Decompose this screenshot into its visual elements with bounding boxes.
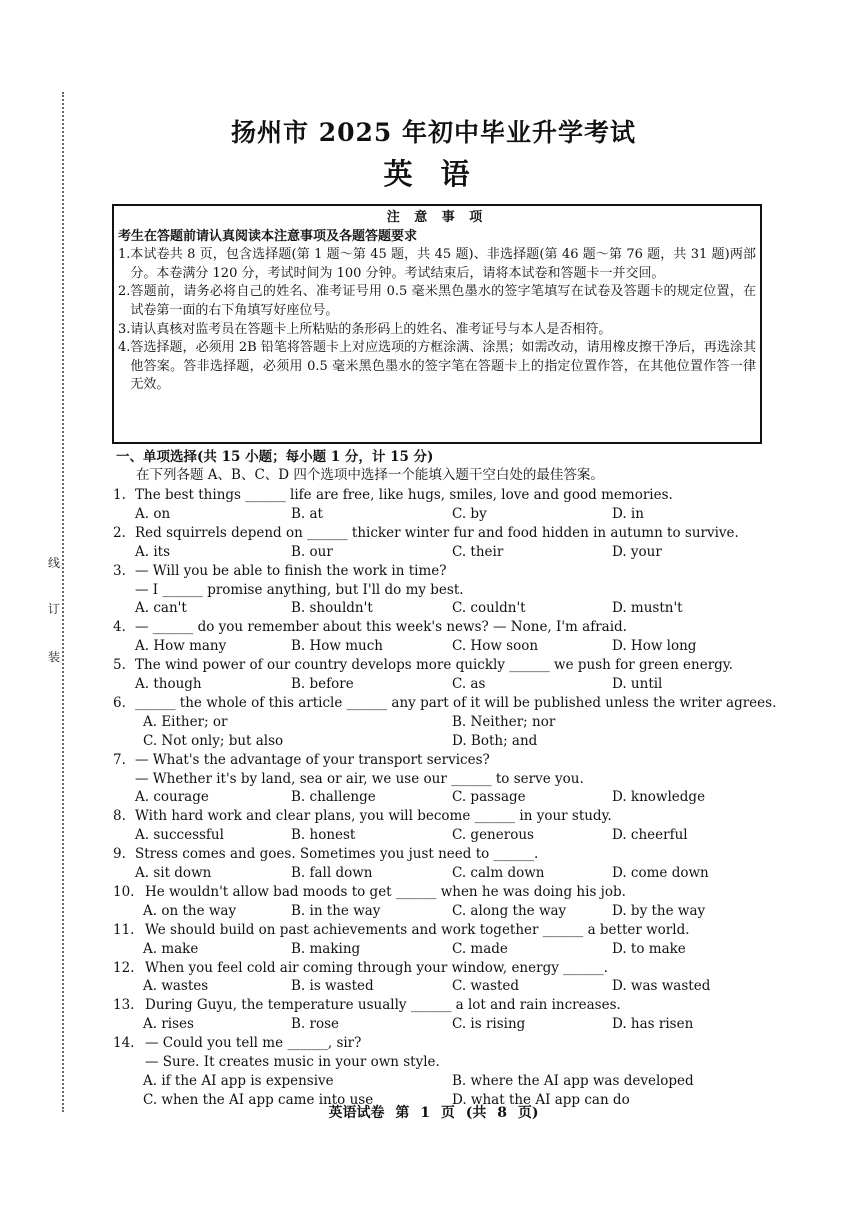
notice-item-text: 本试卷共 8 页，包含选择题(第 1 题～第 45 题，共 45 题)、非选择题(第 46 题～第 76 题，共 31 题)两部分。本卷满分 120 分，考试时间为 100 分钟。考试结束后，请将本试卷和答题卡一并交回。 <box>130 247 756 281</box>
answer-option: A. How many <box>135 638 227 655</box>
question-number: 6. <box>113 694 126 711</box>
answer-option: B. before <box>291 676 354 692</box>
answer-option: B. How much <box>291 638 384 655</box>
answer-option: B. honest <box>291 827 356 844</box>
answer-option: A. rises <box>143 1016 194 1033</box>
notice-item <box>118 321 756 340</box>
notice-box <box>112 204 762 444</box>
binding-label-order: 订 <box>48 602 61 616</box>
answer-option: D. what the AI app can do <box>452 1091 630 1108</box>
question-stem: — Could you tell me ______, sir? <box>145 1035 362 1052</box>
answer-option: B. Neither; nor <box>452 713 556 730</box>
answer-option: D. has risen <box>612 1016 694 1033</box>
answer-option: C. along the way <box>452 902 567 919</box>
answer-option: A. its <box>135 543 171 560</box>
answer-option: A. sit down <box>135 865 212 881</box>
answer-option: B. our <box>291 543 333 560</box>
answer-option: B. fall down <box>291 865 373 881</box>
answer-option: C. is rising <box>452 1016 526 1033</box>
question-stem: — Will you be able to finish the work in time? <box>135 562 447 579</box>
notice-item <box>118 246 756 283</box>
answer-option: D. your <box>612 543 662 560</box>
answer-option: A. though <box>135 676 202 692</box>
answer-option: C. generous <box>452 827 534 844</box>
answer-option: B. rose <box>291 1016 340 1033</box>
notice-item <box>118 339 756 395</box>
answer-option: D. by the way <box>612 902 706 919</box>
page-footer: 英语试卷 第 1 页 (共 8 页) <box>328 1105 539 1121</box>
answer-option: A. wastes <box>143 978 209 995</box>
answer-option: D. How long <box>612 638 697 655</box>
answer-option: D. to make <box>612 940 686 957</box>
binding-label-line: 线 <box>48 556 61 570</box>
answer-option: C. as <box>452 676 486 692</box>
answer-option: A. on <box>135 505 171 522</box>
question-number: 2. <box>113 524 126 541</box>
question-number: 3. <box>113 562 126 579</box>
answer-option: D. cheerful <box>612 827 688 844</box>
notice-item-text: 请认真核对监考员在答题卡上所粘贴的条形码上的姓名、准考证号与本人是否相符。 <box>130 321 612 337</box>
notice-item-text: 答题前，请务必将自己的姓名、准考证号用 0.5 毫米黑色墨水的签字笔填写在试卷及答题卡的规定位置，在试卷第一面的右下角填写好座位号。 <box>130 284 756 318</box>
answer-option: B. challenge <box>291 789 376 806</box>
question-stem: — What's the advantage of your transport services? <box>135 751 490 768</box>
answer-option: D. come down <box>612 865 709 881</box>
question-number: 10. <box>113 883 135 900</box>
answer-option: D. knowledge <box>612 789 706 806</box>
question-stem: The wind power of our country develops more quickly ______ we push for green energy. <box>135 657 733 674</box>
notice-intro: 考生在答题前请认真阅读本注意事项及各题答题要求 <box>118 228 418 244</box>
answer-option: A. can't <box>135 600 187 617</box>
answer-option: C. made <box>452 940 508 957</box>
answer-option: B. where the AI app was developed <box>452 1072 694 1089</box>
answer-option: A. make <box>143 940 199 957</box>
answer-option: B. is wasted <box>291 978 374 995</box>
question-number: 13. <box>113 997 135 1014</box>
answer-option: C. wasted <box>452 978 520 995</box>
question-number: 12. <box>113 959 135 976</box>
question-stem: — I ______ promise anything, but I'll do my best. <box>135 581 464 598</box>
answer-option: C. couldn't <box>452 600 526 617</box>
answer-option: A. on the way <box>143 902 237 919</box>
answer-option: A. Either; or <box>143 713 228 730</box>
answer-option: B. at <box>291 505 323 522</box>
answer-option: D. was wasted <box>612 978 711 995</box>
section-title: 一、单项选择(共 15 小题；每小题 1 分，计 15 分) <box>116 449 434 465</box>
question-number: 5. <box>113 657 126 674</box>
question-stem: ______ the whole of this article ______ any part of it will be published unless the writer agrees. <box>135 694 777 711</box>
binding-line <box>62 92 64 1112</box>
question-stem: Red squirrels depend on ______ thicker winter fur and food hidden in autumn to survive. <box>135 524 739 541</box>
question-number: 11. <box>113 921 135 938</box>
question-stem: The best things ______ life are free, like hugs, smiles, love and good memories. <box>135 487 673 503</box>
answer-option: D. mustn't <box>612 600 683 617</box>
exam-title: 扬州市 2025 年初中毕业升学考试 <box>231 118 636 147</box>
answer-option: C. by <box>452 505 487 522</box>
question-number: 4. <box>113 619 126 636</box>
question-stem: — Sure. It creates music in your own style. <box>145 1054 440 1070</box>
question-number: 7. <box>113 751 126 768</box>
answer-option: C. passage <box>452 789 526 806</box>
notice-item-number: 4. <box>118 340 131 356</box>
answer-option: A. successful <box>135 827 224 844</box>
question-stem: — ______ do you remember about this week's news? — None, I'm afraid. <box>135 619 627 636</box>
answer-option: B. making <box>291 940 361 957</box>
question-stem: He wouldn't allow bad moods to get ______ when he was doing his job. <box>145 883 626 900</box>
answer-option: B. shouldn't <box>291 600 373 617</box>
notice-item <box>118 283 756 320</box>
answer-option: C. How soon <box>452 638 539 655</box>
notice-item-number: 3. <box>118 321 131 337</box>
answer-option: D. Both; and <box>452 732 538 749</box>
binding-label-bind: 装 <box>48 650 61 664</box>
answer-option: A. courage <box>135 789 209 806</box>
section-instruction: 在下列各题 A、B、C、D 四个选项中选择一个能填入题干空白处的最佳答案。 <box>136 467 604 483</box>
notice-item-text: 答选择题，必须用 2B 铅笔将答题卡上对应选项的方框涂满、涂黑；如需改动，请用橡皮擦干净后，再选涂其他答案。答非选择题，必须用 0.5 毫米黑色墨水的签字笔在答题卡上的指定位置作答，在其他位置作答一律无效。 <box>130 340 756 393</box>
question-number: 14. <box>113 1035 135 1052</box>
question-stem: With hard work and clear plans, you will become ______ in your study. <box>135 808 612 825</box>
answer-option: C. calm down <box>452 865 545 881</box>
notice-item-number: 2. <box>118 284 131 300</box>
exam-subject: 英语 <box>383 157 498 191</box>
notice-item-number: 1. <box>118 247 131 263</box>
question-stem: Stress comes and goes. Sometimes you just need to ______. <box>135 846 539 863</box>
answer-option: C. Not only; but also <box>143 732 284 749</box>
question-stem: When you feel cold air coming through your window, energy ______. <box>145 959 608 976</box>
answer-option: A. if the AI app is expensive <box>143 1072 334 1089</box>
question-stem: We should build on past achievements and work together ______ a better world. <box>145 921 690 938</box>
answer-option: D. in <box>612 505 644 522</box>
answer-option: B. in the way <box>291 902 381 919</box>
question-number: 9. <box>113 846 126 863</box>
question-stem: During Guyu, the temperature usually ______ a lot and rain increases. <box>145 997 621 1014</box>
answer-option: D. until <box>612 676 663 692</box>
answer-option: C. when the AI app came into use <box>143 1091 374 1108</box>
notice-title: 注 意 事 项 <box>386 210 488 225</box>
question-stem: — Whether it's by land, sea or air, we use our ______ to serve you. <box>135 770 584 787</box>
question-number: 8. <box>113 808 126 825</box>
answer-option: C. their <box>452 543 504 560</box>
question-number: 1. <box>113 487 126 503</box>
